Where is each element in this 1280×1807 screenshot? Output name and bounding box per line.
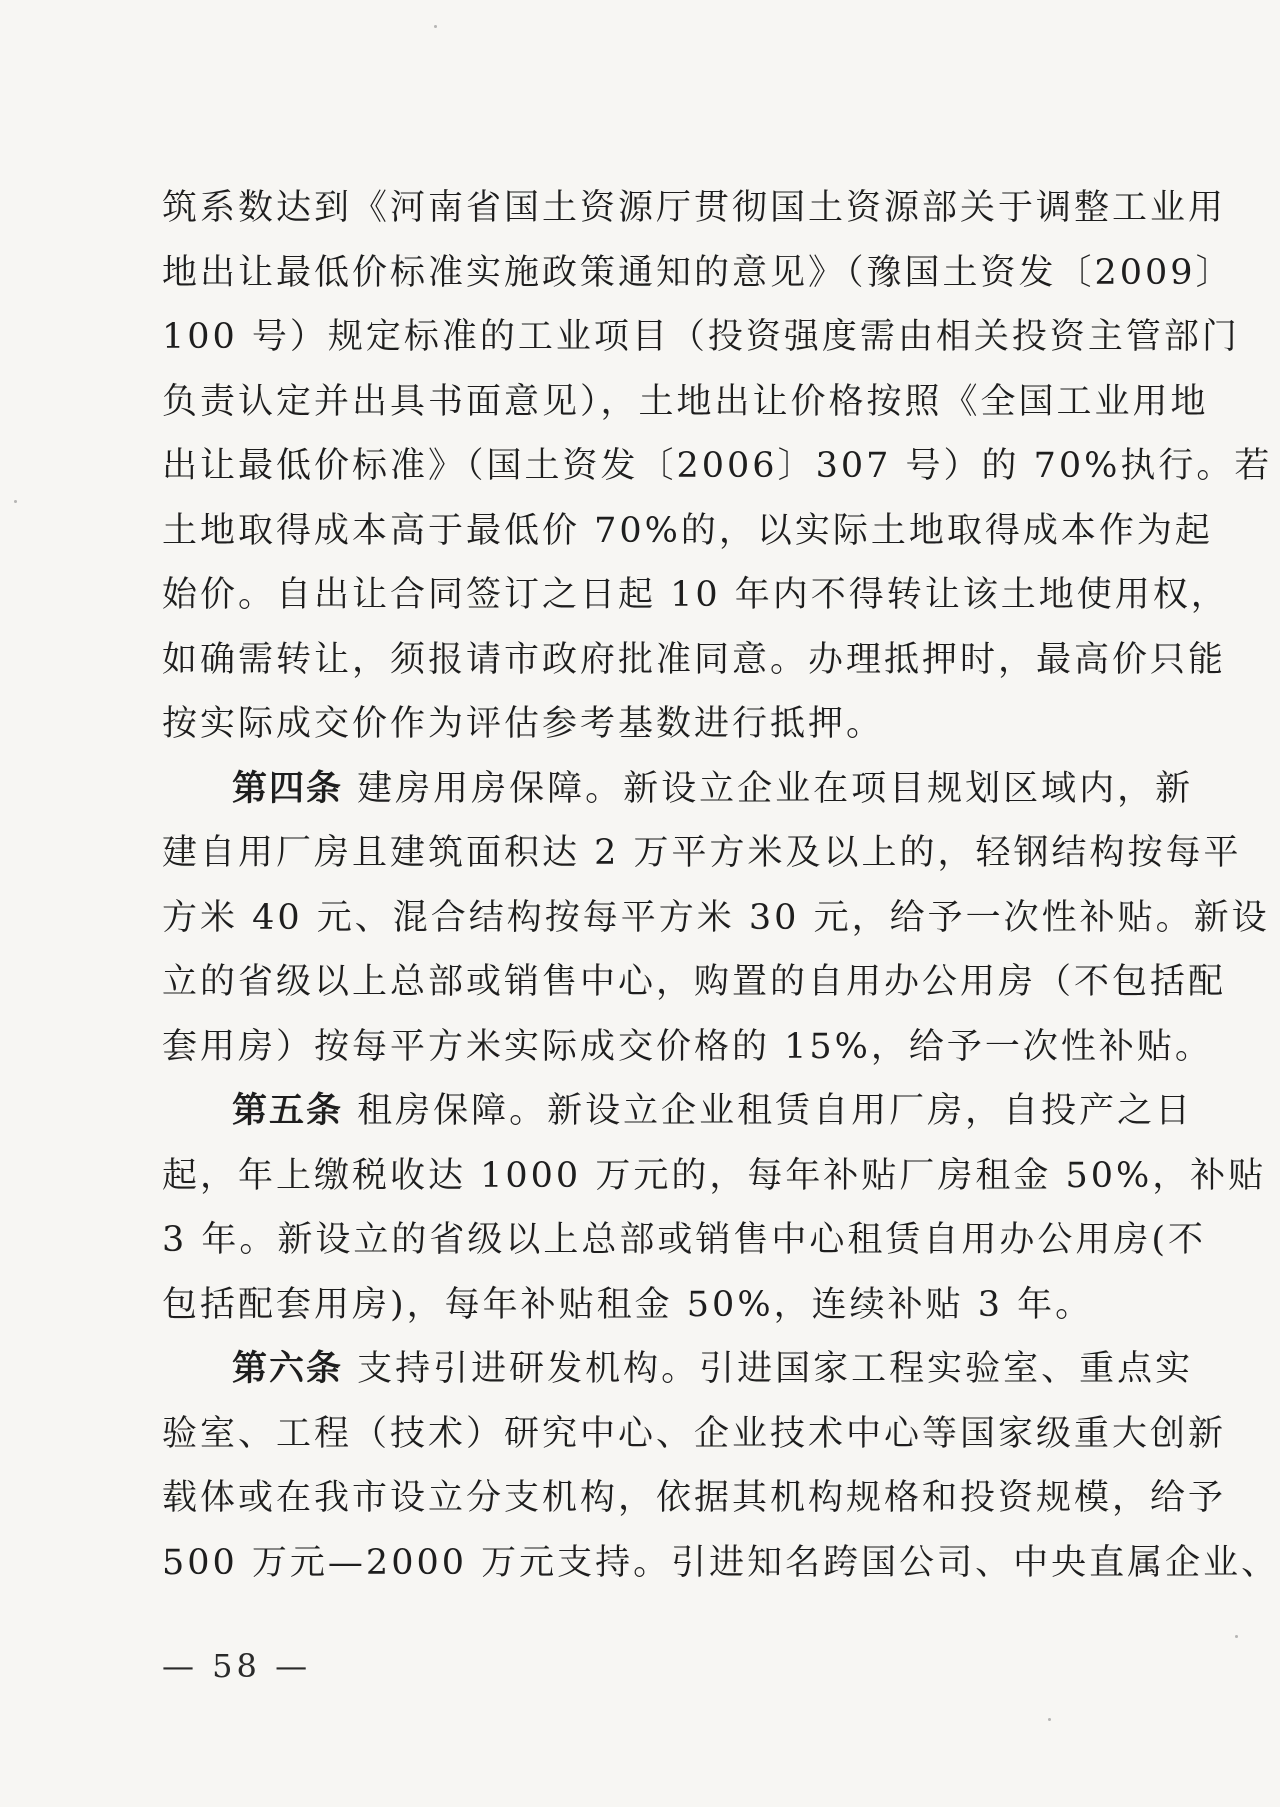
line-text: 500 万元—2000 万元支持。引进知名跨国公司、中央直属企业、 [162,1542,1280,1583]
text-line [162,1466,1227,1531]
line-text: 支持引进研发机构。引进国家工程实验室、重点实 [343,1349,1194,1389]
text-line [162,1208,1207,1273]
scan-speck [434,25,437,28]
scan-speck [1235,1635,1238,1638]
text-line [162,1144,1267,1209]
line-text: 建自用厂房且建筑面积达 2 万平方米及以上的，轻钢结构按每平 [162,833,1242,873]
text-line [162,886,1270,951]
line-text: 租房保障。新设立企业租赁自用厂房，自投产之日 [343,1091,1194,1131]
article-first-line [162,1337,1194,1402]
line-text: 始价。自出让合同签订之日起 10 年内不得转让该土地使用权， [162,575,1229,615]
line-text: 出让最低价标准》（国土资发〔2006〕307 号）的 70%执行。若 [162,446,1273,486]
line-text: 立的省级以上总部或销售中心，购置的自用办公用房（不包括配 [162,962,1227,1002]
line-text: 按实际成交价作为评估参考基数进行抵押。 [162,704,885,744]
text-line [162,563,1229,628]
line-text: 包括配套用房)，每年补贴租金 50%，连续补贴 3 年。 [162,1284,1094,1325]
article-heading: 第五条 [232,1090,344,1131]
article-first-line [162,757,1194,822]
scan-speck [1048,1718,1051,1721]
line-text: 如确需转让，须报请市政府批准同意。办理抵押时，最高价只能 [162,639,1227,680]
line-text: 筑系数达到《河南省国土资源厅贯彻国土资源部关于调整工业用 [162,188,1227,228]
text-line [162,1015,1213,1080]
text-line [162,305,1240,370]
text-line [162,692,1120,757]
text-line [162,370,1209,435]
line-text: 起，年上缴税收达 1000 万元的，每年补贴厂房租金 50%，补贴 [162,1155,1267,1196]
line-text: 验室、工程（技术）研究中心、企业技术中心等国家级重大创新 [162,1413,1227,1454]
text-line [162,499,1213,564]
article-first-line [162,1079,1194,1144]
line-text: 负责认定并出具书面意见），土地出让价格按照《全国工业用地 [162,381,1209,422]
text-line [162,628,1227,693]
text-line [162,821,1242,886]
line-text: 载体或在我市设立分支机构，依据其机构规格和投资规模，给予 [162,1478,1227,1518]
line-text: 套用房）按每平方米实际成交价格的 15%，给予一次性补贴。 [162,1026,1213,1067]
page-number: — 58 — [162,1647,312,1685]
article-heading: 第六条 [232,1348,344,1389]
text-line [162,1402,1227,1467]
article-heading: 第四条 [232,767,344,809]
text-line [162,241,1234,306]
body-text [162,176,1280,1595]
text-line [162,434,1273,499]
line-text: 土地取得成本高于最低价 70%的，以实际土地取得成本作为起 [162,510,1213,551]
text-line [162,1531,1280,1596]
text-line [162,176,1227,241]
text-line [162,950,1227,1015]
line-text: 地出让最低价标准实施政策通知的意见》（豫国土资发〔2009〕 [162,252,1234,293]
line-text: 3 年。新设立的省级以上总部或销售中心租赁自用办公用房(不 [162,1220,1207,1260]
text-line [162,1273,1120,1338]
line-text: 方米 40 元、混合结构按每平方米 30 元，给予一次性补贴。新设 [162,897,1270,938]
line-text: 建房用房保障。新设立企业在项目规划区域内，新 [343,768,1194,809]
scan-speck [14,500,17,503]
line-text: 100 号）规定标准的工业项目（投资强度需由相关投资主管部门 [162,317,1240,357]
